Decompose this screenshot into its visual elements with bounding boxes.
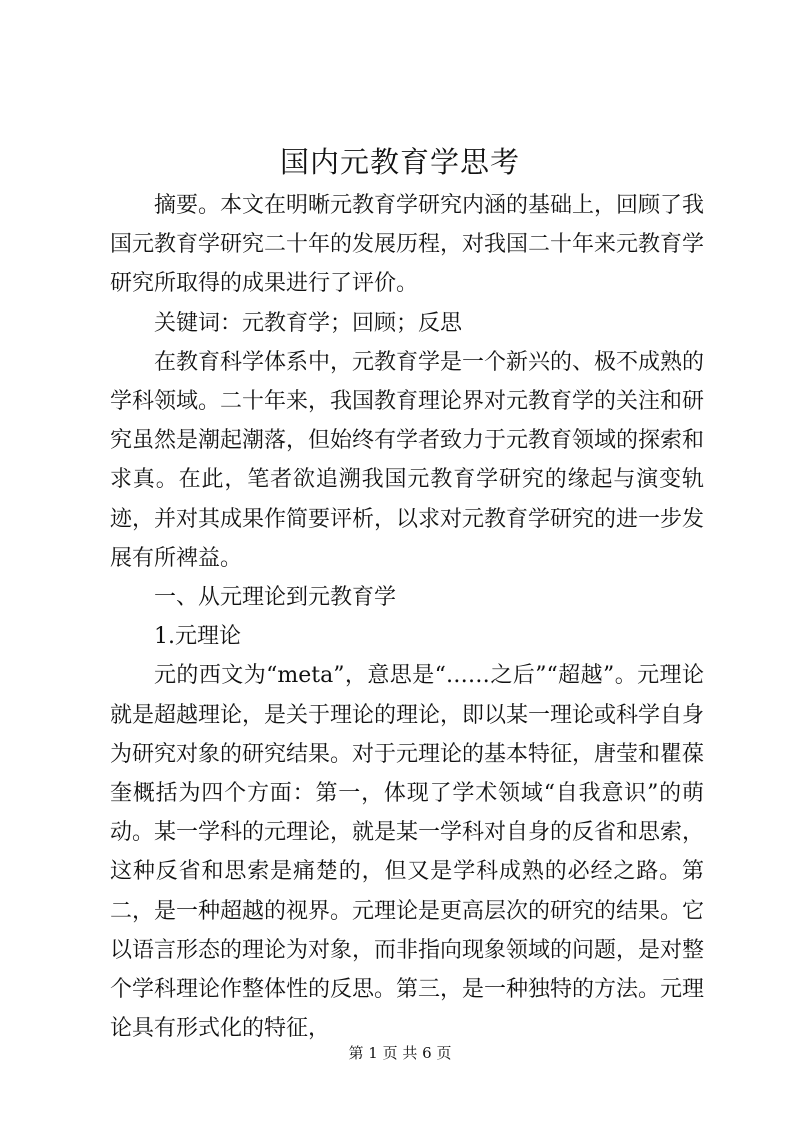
section-heading: 一、从元理论到元教育学 xyxy=(154,585,397,611)
body-paragraph: 元的西文为“meta”，意思是“……之后”“超越”。元理论就是超越理论，是关于理论的理论，即以某一理论或科学自身为研究对象的研究结果。对于元理论的基本特征，唐莹和瞿葆奎概括为四个方面：第一，体现了学术领域“自我意识”的萌动。某一学科的元理论，就是某一学科对自身的反省和思索，这种反省和思索是痛楚的，但又是学科成熟的必经之路。第二，是一种超越的视界。元理论是更高层次的研究的结果。它以语言形态的理论为对象，而非指向现象领域的问题，是对整个学科理论作整体性的反思。第三，是一种独特的方法。元理论具有形式化的特征， xyxy=(110,663,705,1042)
abstract-paragraph: 摘要。本文在明晰元教育学研究内涵的基础上，回顾了我国元教育学研究二十年的发展历程，对我国二十年来元教育学研究所取得的成果进行了评价。 xyxy=(110,193,705,297)
document-body xyxy=(110,186,704,1048)
subsection-heading: 1.元理论 xyxy=(154,624,241,650)
keywords-paragraph: 关键词：元教育学；回顾；反思 xyxy=(154,310,463,336)
document-title: 国内元教育学思考 xyxy=(279,145,520,179)
intro-paragraph: 在教育科学体系中，元教育学是一个新兴的、极不成熟的学科领域。二十年来，我国教育理论界对元教育学的关注和研究虽然是潮起潮落，但始终有学者致力于元教育领域的探索和求真。在此，笔者欲追溯我国元教育学研究的缘起与演变轨迹，并对其成果作简要评析，以求对元教育学研究的进一步发展有所裨益。 xyxy=(110,349,705,571)
page-footer: 第 1 页 共 6 页 xyxy=(348,1044,452,1062)
